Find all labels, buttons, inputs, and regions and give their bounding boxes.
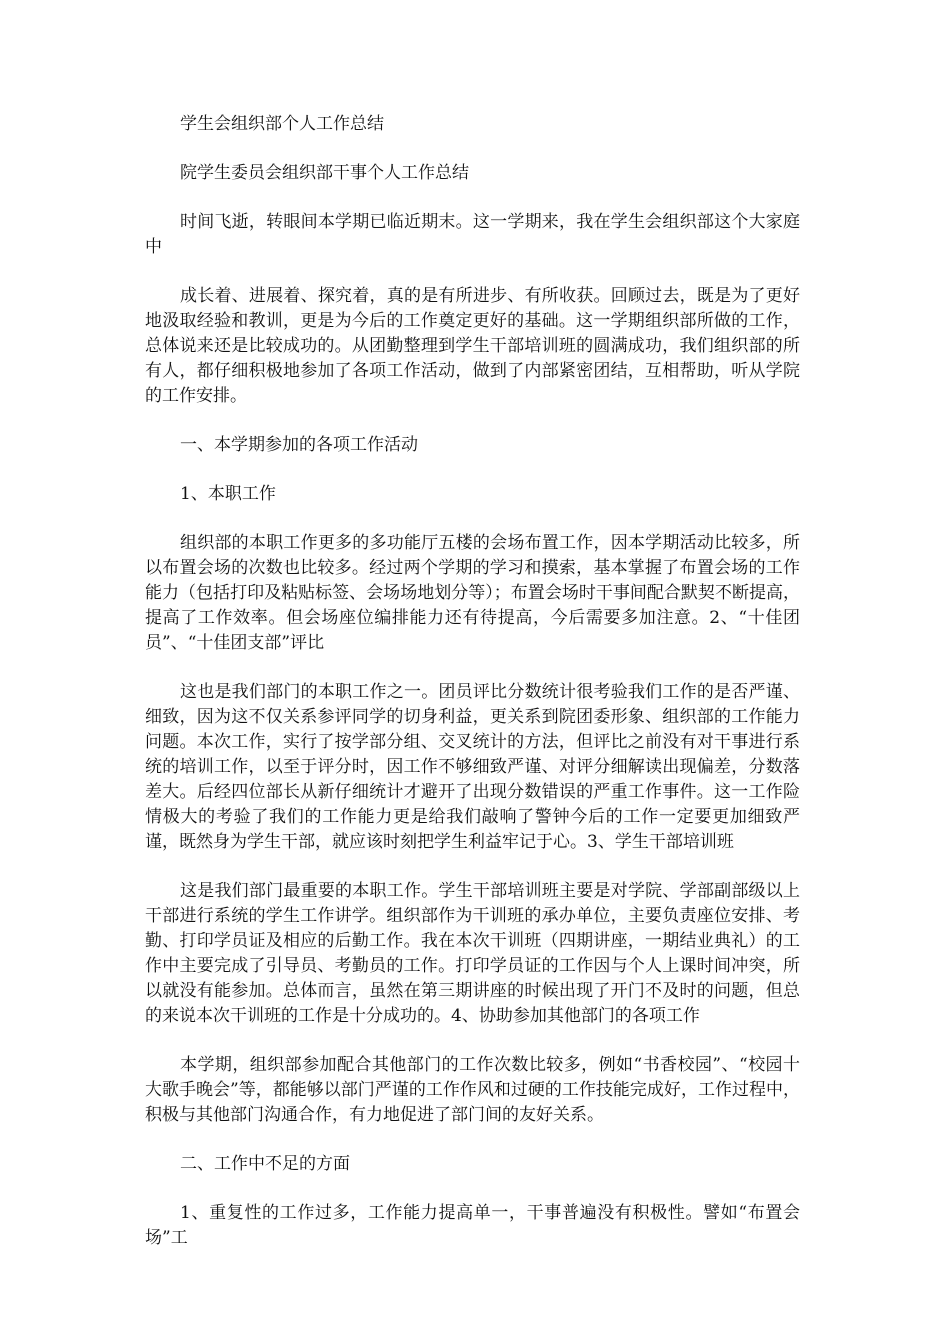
paragraph-venue-setup: 组织部的本职工作更多的多功能厅五楼的会场布置工作，因本学期活动比较多，所以布置会场的次数也比较多。经过两个学期的学习和摸索，基本掌握了布置会场的工作能力（包括打印及粘贴标签、会场场地划分等）；布置会场时干事间配合默契不断提高，提高了工作效率。但会场座位编排能力还有待提高，今后需要多加注意。2、“十佳团员”、“十佳团支部”评比 (145, 533, 800, 653)
document-page (145, 112, 800, 1275)
document-subtitle: 院学生委员会组织部干事个人工作总结 (180, 163, 469, 183)
section-heading-activities: 一、本学期参加的各项工作活动 (180, 435, 418, 455)
paragraph-cooperation: 本学期，组织部参加配合其他部门的工作次数比较多，例如“书香校园”、“校园十大歌手晚会”等，都能够以部门严谨的工作作风和过硬的工作技能完成好，工作过程中，积极与其他部门沟通合作，有力地促进了部门间的友好关系。 (145, 1055, 800, 1125)
subsection-heading-duties: 1、本职工作 (180, 484, 276, 504)
paragraph-training: 这是我们部门最重要的本职工作。学生干部培训班主要是对学院、学部副部级以上干部进行系统的学生工作讲学。组织部作为干训班的承办单位，主要负责座位安排、考勤、打印学员证及相应的后勤工作。我在本次干训班（四期讲座，一期结业典礼）的工作中主要完成了引导员、考勤员的工作。打印学员证的工作因与个人上课时间冲突，所以就没有能参加。总体而言，虽然在第三期讲座的时候出现了开门不及时的问题，但总的来说本次干训班的工作是十分成功的。4、协助参加其他部门的各项工作 (145, 881, 800, 1026)
paragraph-evaluation: 这也是我们部门的本职工作之一。团员评比分数统计很考验我们工作的是否严谨、细致，因为这不仅关系参评同学的切身利益，更关系到院团委形象、组织部的工作能力问题。本次工作，实行了按学部分组、交叉统计的方法，但评比之前没有对干事进行系统的培训工作，以至于评分时，因工作不够细致严谨、对评分细解读出现偏差，分数落差大。后经四位部长从新仔细统计才避开了出现分数错误的严重工作事件。这一工作险情极大的考验了我们的工作能力更是给我们敲响了警钟今后的工作一定要更加细致严谨，既然身为学生干部，就应该时刻把学生利益牢记于心。3、学生干部培训班 (145, 682, 800, 852)
document-title: 学生会组织部个人工作总结 (180, 114, 384, 134)
paragraph-intro: 时间飞逝，转眼间本学期已临近期末。这一学期来，我在学生会组织部这个大家庭中 (145, 212, 800, 257)
paragraph-review: 成长着、进展着、探究着，真的是有所进步、有所收获。回顾过去，既是为了更好地汲取经验和教训，更是为今后的工作奠定更好的基础。这一学期组织部所做的工作，总体说来还是比较成功的。从团勤整理到学生干部培训班的圆满成功，我们组织部的所有人，都仔细积极地参加了各项工作活动，做到了内部紧密团结，互相帮助，听从学院的工作安排。 (145, 286, 800, 406)
paragraph-shortcoming-1: 1、重复性的工作过多，工作能力提高单一，干事普遍没有积极性。譬如“布置会场”工 (145, 1203, 800, 1248)
section-heading-shortcomings: 二、工作中不足的方面 (180, 1154, 350, 1174)
